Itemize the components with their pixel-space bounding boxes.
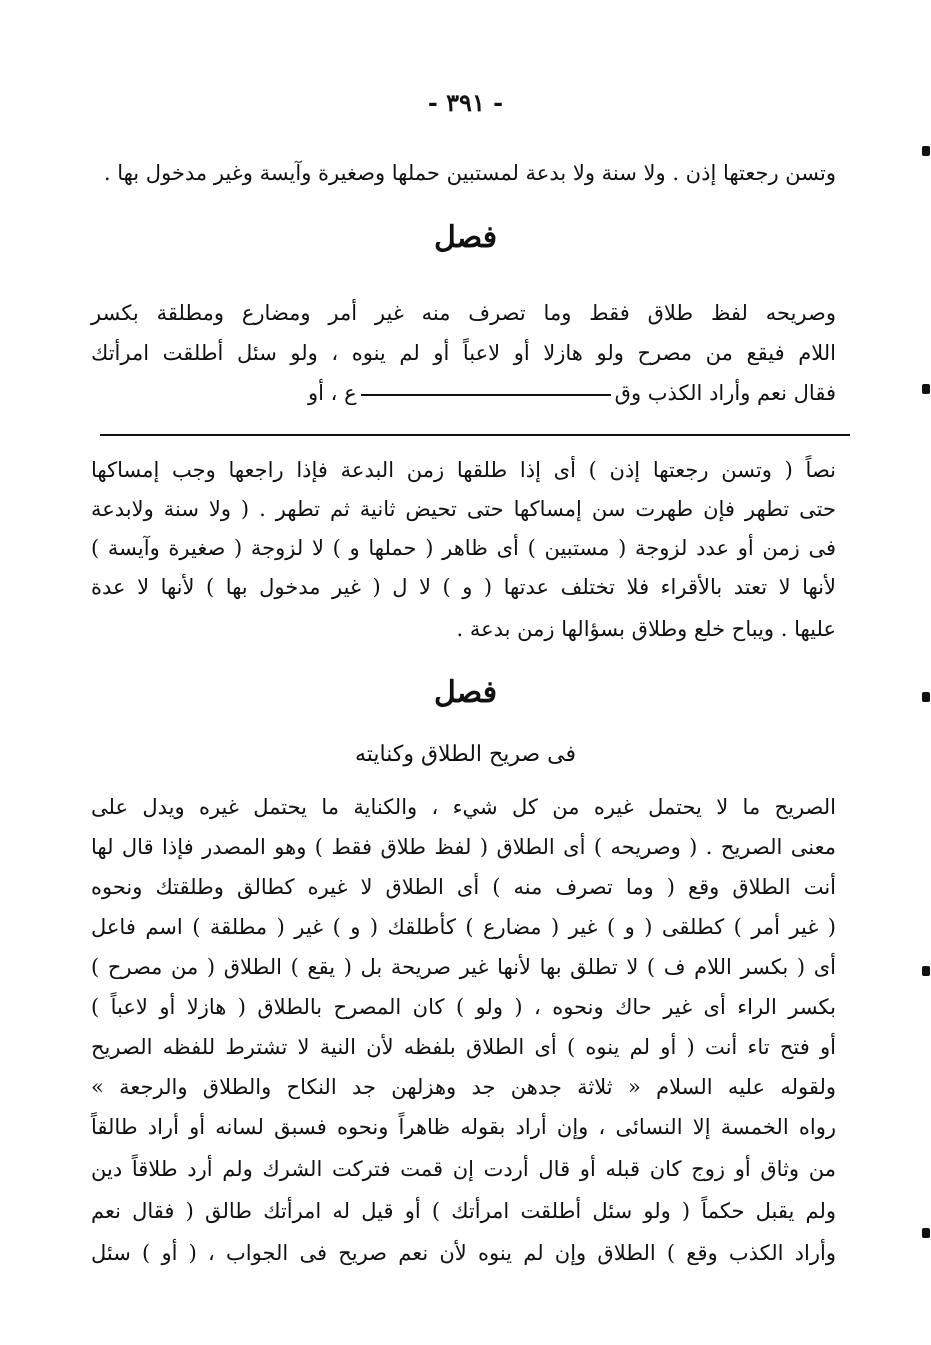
margin-mark xyxy=(922,692,930,702)
matn-line: اللام فيقع من مصرح ولو هازلا أو لاعباً أو لم ينوه ، ولو سئل أطلقت امرأتك xyxy=(91,341,836,365)
commentary-line: عليها . ويباح خلع وطلاق بسؤالها زمن بدعة . xyxy=(456,617,836,641)
commentary-line: بكسر الراء أى غير حاك ونحوه ، ( ولو ) كان المصرح بالطلاق ( هازلا أو لاعباً ) xyxy=(91,995,836,1019)
commentary-line: أنت الطلاق وقع ( وما تصرف منه ) أى الطلاق لا غيره كطالق وطلقتك ونحوه xyxy=(91,875,836,899)
section-heading-1: فصل xyxy=(433,220,498,255)
matn-line: وصريحه لفظ طلاق فقط وما تصرف منه غير أمر ومضارع ومطلقة بكسر xyxy=(91,301,836,325)
commentary-line: رواه الخمسة إلا النسائى ، وإن أراد بقوله ظاهراً ونحوه فسبق لسانه أو أراد طالقاً xyxy=(91,1115,836,1139)
matn-line-start: فقال نعم وأراد الكذب وق xyxy=(614,381,836,405)
matn-line-truncated xyxy=(91,378,836,408)
commentary-line: ( غير أمر ) كطلقى ( و ) غير ( مضارع ) كأطلقك ( و ) غير ( مطلقة ) اسم فاعل xyxy=(91,915,836,939)
matn-top-line: وتسن رجعتها إذن . ولا سنة ولا بدعة لمستبين حملها وصغيرة وآيسة وغير مدخول بها . xyxy=(103,161,836,185)
margin-mark xyxy=(922,966,930,976)
commentary-line: الصريح ما لا يحتمل غيره من كل شيء ، والكناية ما يحتمل غيره ويدل على xyxy=(91,795,836,819)
margin-mark xyxy=(922,146,930,156)
commentary-line: ولم يقبل حكماً ( ولو سئل أطلقت امرأتك ) أو قيل له امرأتك طالق ( فقال نعم xyxy=(91,1199,836,1223)
matn-line-end: ع ، أو xyxy=(308,381,357,405)
commentary-line: فى زمن أو عدد لزوجة ( مستبين ) أى ظاهر ( حملها و ) لا لزوجة ( صغيرة وآيسة ) xyxy=(91,536,836,560)
commentary-line: وأراد الكذب وقع ) الطلاق وإن لم ينوه لأن نعم صريح فى الجواب ، ( أو ) سئل xyxy=(91,1241,836,1265)
commentary-line: لأنها لا تعتد بالأقراء فلا تختلف عدتها ( و ) لا ل ( غير مدخول بها ) لأنها لا عدة xyxy=(91,575,836,599)
commentary-line: من وثاق أو زوج كان قبله أو قال أردت إن قمت فتركت الشرك ولم أرد طلاقاً دين xyxy=(91,1157,836,1181)
margin-mark xyxy=(922,1228,930,1238)
page-number: - ٣٩١ - xyxy=(427,88,504,117)
omission-dash xyxy=(361,394,611,396)
commentary-line: ولقوله عليه السلام « ثلاثة جدهن جد وهزلهن جد النكاح والطلاق والرجعة » xyxy=(91,1075,836,1099)
commentary-line: حتى تطهر فإن طهرت سن إمساكها حتى تحيض ثانية ثم تطهر . ( ولا سنة ولابدعة xyxy=(91,497,836,521)
commentary-line: نصاً ( وتسن رجعتها إذن ) أى إذا طلقها زمن البدعة فإذا راجعها وجب إمساكها xyxy=(91,458,837,482)
footnote-divider xyxy=(100,434,850,436)
commentary-line: معنى الصريح . ( وصريحه ) أى الطلاق ( لفظ طلاق فقط ) وهو المصدر فإذا قال لها xyxy=(91,835,836,859)
section-heading-2: فصل xyxy=(433,675,498,710)
section-subheading: فى صريح الطلاق وكنايته xyxy=(354,742,577,767)
commentary-line: أى ( بكسر اللام ف ) لا تطلق بها لأنها غير صريحة بل ( يقع ) الطلاق ( من مصرح ) xyxy=(91,955,836,979)
margin-mark xyxy=(922,384,930,394)
commentary-line: أو فتح تاء أنت ( أو لم ينوه ) أى الطلاق بلفظه لأن النية لا تشترط للفظه الصريح xyxy=(91,1035,836,1059)
